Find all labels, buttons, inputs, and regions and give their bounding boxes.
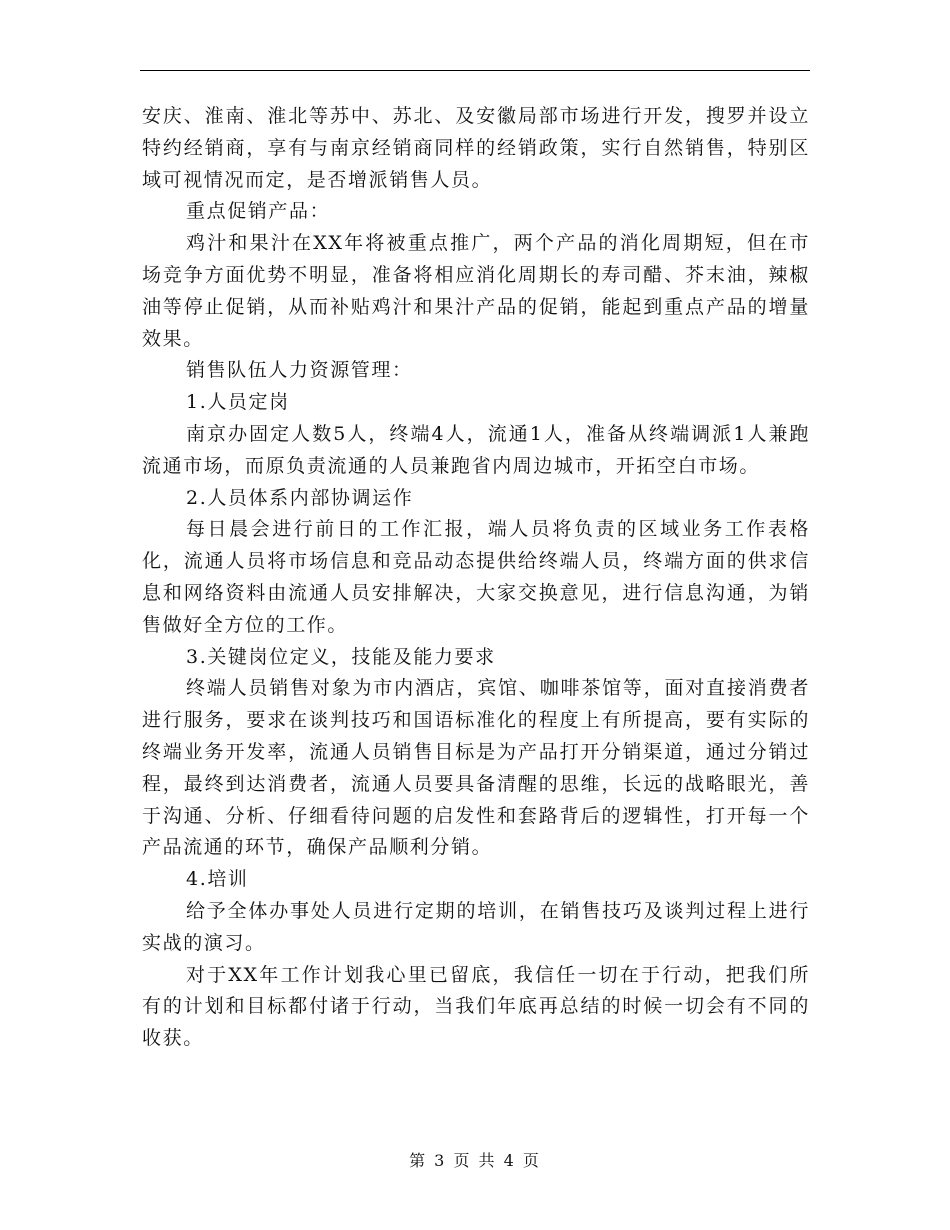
paragraph-7: 对于XX年工作计划我心里已留底，我信任一切在于行动，把我们所有的计划和目标都付诸于行动，当我们年底再总结的时候一切会有不同的收获。 (142, 963, 810, 1050)
paragraph-3: 南京办固定人数5人，终端4人，流通1人，准备从终端调派1人兼跑流通市场，而原负责流通的人员兼跑省内周边城市，开拓空白市场。 (142, 422, 810, 477)
paragraph-1: 安庆、淮南、淮北等苏中、苏北、及安徽局部市场进行开发，搜罗并设立特约经销商，享有与南京经销商同样的经销政策，实行自然销售，特别区域可视情况而定，是否增派销售人员。 (142, 105, 810, 191)
document-body (142, 101, 810, 1055)
subheading-2: 2.人员体系内部协调运作 (186, 486, 414, 509)
paragraph-2: 鸡汁和果汁在XX年将被重点推广，两个产品的消化周期短，但在市场竞争方面优势不明显，准备将相应消化周期长的寿司醋、芥末油，辣椒油等停止促销，从而补贴鸡汁和果汁产品的促销，能起到重点产品的增量效果。 (142, 232, 810, 350)
subheading-3: 3.关键岗位定义，技能及能力要求 (186, 645, 496, 668)
section-heading-key-products: 重点促销产品： (186, 200, 331, 223)
paragraph-4: 每日晨会进行前日的工作汇报，端人员将负责的区域业务工作表格化，流通人员将市场信息和竞品动态提供给终端人员，终端方面的供求信息和网络资料由流通人员安排解决，大家交换意见，进行信息沟通，为销售做好全方位的工作。 (142, 518, 810, 636)
subheading-1: 1.人员定岗 (186, 391, 290, 414)
subheading-4: 4.培训 (186, 868, 249, 891)
page-number-footer: 第 3 页 共 4 页 (409, 1151, 541, 1170)
paragraph-5: 终端人员销售对象为市内酒店，宾馆、咖啡茶馆等，面对直接消费者进行服务，要求在谈判技巧和国语标准化的程度上有所提高，要有实际的终端业务开发率，流通人员销售目标是为产品打开分销渠道，通过分销过程，最终到达消费者，流通人员要具备清醒的思维，长远的战略眼光，善于沟通、分析、仔细看待问题的启发性和套路背后的逻辑性，打开每一个产品流通的环节，确保产品顺利分销。 (142, 677, 810, 859)
header-rule (140, 70, 810, 71)
paragraph-6: 给予全体办事处人员进行定期的培训，在销售技巧及谈判过程上进行实战的演习。 (142, 899, 810, 954)
section-heading-hr-management: 销售队伍人力资源管理： (186, 359, 413, 382)
